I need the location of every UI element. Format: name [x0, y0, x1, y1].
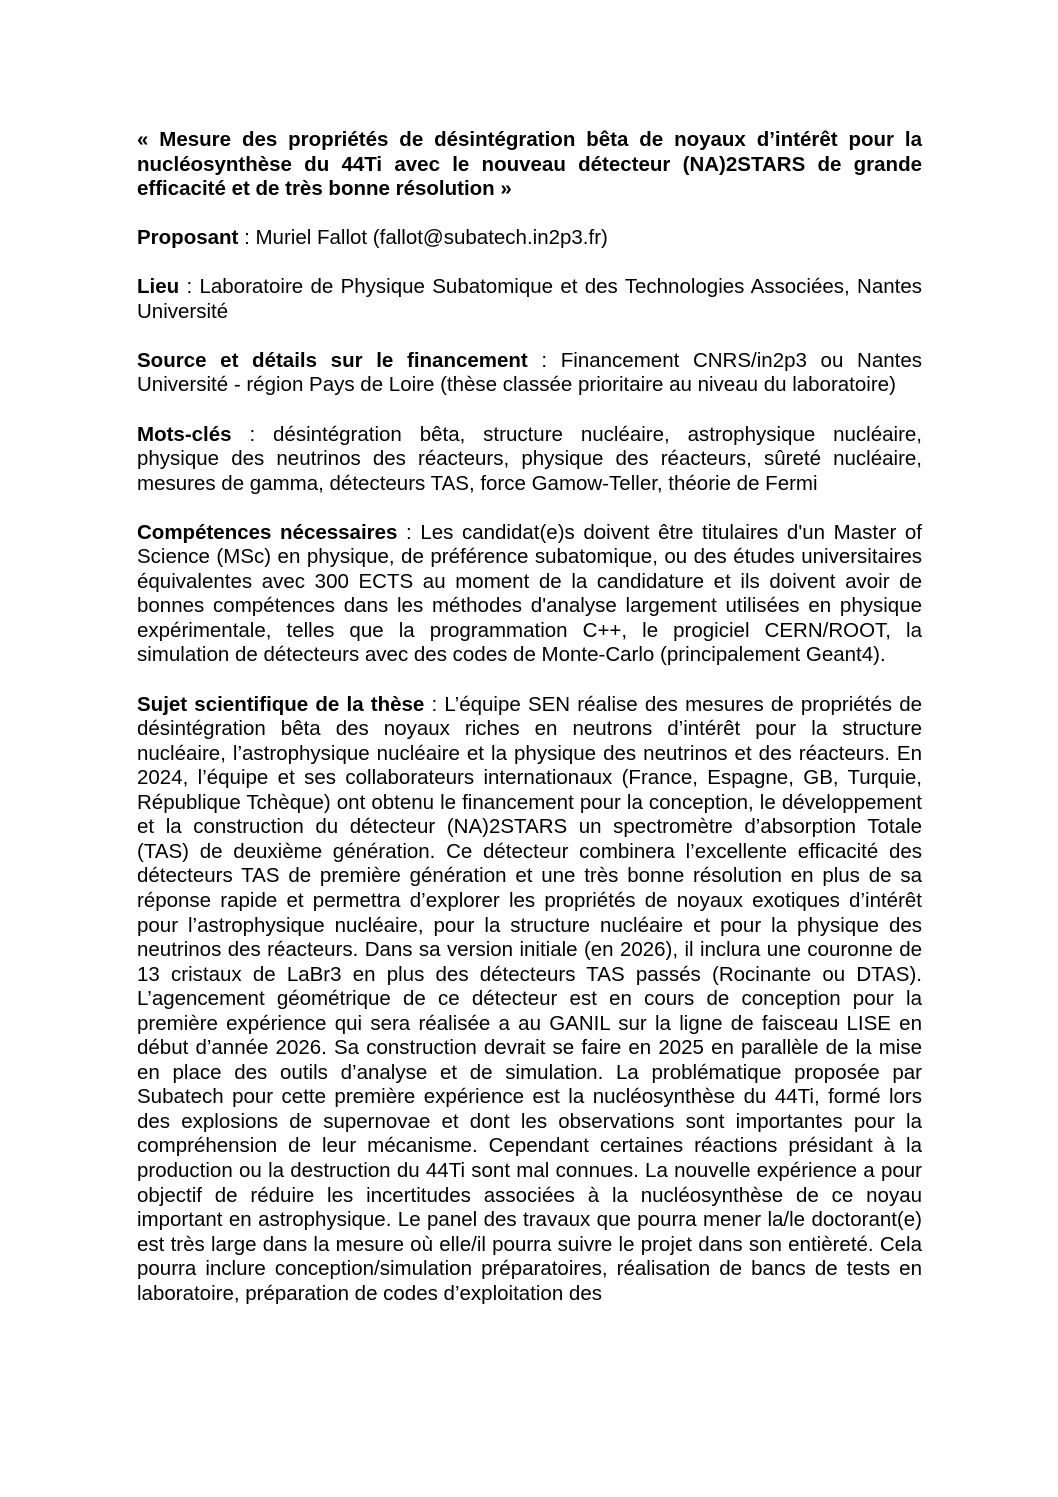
section-sujet-scientifique [137, 693, 922, 1307]
section-separator: : [238, 226, 256, 250]
section-lieu-text: Laboratoire de Physique Subatomique et des Technologies Associées, Nantes Université [137, 275, 922, 323]
section-lieu-label: Lieu [137, 275, 180, 299]
section-financement-text: Financement CNRS/in2p3 ou Nantes Université - région Pays de Loire (thèse classée prioritaire au niveau du laboratoire) [137, 348, 922, 397]
page-title: « Mesure des propriétés de désintégration bêta de noyaux d’intérêt pour la nucléosynthèse du 44Ti avec le nouveau détecteur (NA)2STARS de grande efficacité et de très bonne résolution » [137, 128, 922, 201]
section-proposant-label: Proposant [137, 226, 239, 250]
section-lieu [137, 275, 922, 324]
section-competences [137, 521, 922, 668]
section-proposant-text: Muriel Fallot (fallot@subatech.in2p3.fr) [255, 226, 608, 250]
section-mots-cles [137, 423, 922, 497]
section-financement [137, 349, 922, 398]
section-sujet-text: L’équipe SEN réalise des mesures de propriétés de désintégration bêta des noyaux riches en neutrons d’intérêt pour la structure nucléaire, l’astrophysique nucléaire et la physique des neutrinos et des réacteurs. En 2024, l’équipe et ses collaborateurs internationaux (France, Espagne, GB, Turquie, République Tchèque) ont obtenu le financement pour la conception, le développement et la construction du détecteur (NA)2STARS un spectromètre d’absorption Totale (TAS) de deuxième génération. Ce détecteur combinera l’excellente efficacité des détecteurs TAS de première génération et une très bonne résolution en plus de sa réponse rapide et permettra d’explorer les propriétés de noyaux exotiques d’intérêt pour l’astrophysique nucléaire, pour la structure nucléaire et pour la physique des neutrinos des réacteurs. Dans sa version initiale (en 2026), il inclura une couronne de 13 cristaux de LaBr3 en plus des détecteurs TAS passés (Rocinante ou DTAS). L’agencement géométrique de ce détecteur est en cours de conception pour la première expérience qui sera réalisée a au GANIL sur la ligne de faisceau LISE en début d’année 2026. Sa construction devrait se faire en 2025 en parallèle de la mise en place des outils d’analyse et de simulation. La problématique proposée par Subatech pour cette première expérience est la nucléosynthèse du 44Ti, formé lors des explosions de supernovae et dont les observations sont importantes pour la compréhension de leur mécanisme. Cependant certaines réactions présidant à la production ou la destruction du 44Ti sont mal connues. La nouvelle expérience a pour objectif de réduire les incertitudes associées à la nucléosynthèse de ce noyau important en astrophysique. Le panel des travaux que pourra mener la/le doctorant(e) est très large dans la mesure où elle/il pourra suivre le projet dans son entièreté. Cela pourra inclure conception/simulation préparatoires, réalisation de bancs de tests en laboratoire, préparation de codes d’exploitation des [137, 692, 922, 1305]
section-mots-cles-text: désintégration bêta, structure nucléaire, astrophysique nucléaire, physique des neutrinos des réacteurs, physique des réacteurs, sûreté nucléaire, mesures de gamma, détecteurs TAS, force Gamow-Teller, théorie de Fermi [137, 422, 922, 495]
section-separator: : [397, 520, 421, 544]
section-separator: : [424, 692, 445, 716]
section-financement-label: Source et détails sur le financement [137, 348, 528, 372]
section-proposant [137, 226, 922, 251]
section-separator: : [527, 348, 561, 372]
section-mots-cles-label: Mots-clés [137, 422, 232, 446]
section-competences-text: Les candidat(e)s doivent être titulaires d'un Master of Science (MSc) en physique, de préférence subatomique, ou des études universitaires équivalentes avec 300 ECTS au moment de la candidature et ils doivent avoir de bonnes compétences dans les méthodes d'analyse largement utilisées en physique expérimentale, telles que la programmation C++, le progiciel CERN/ROOT, la simulation de détecteurs avec des codes de Monte-Carlo (principalement Geant4). [137, 520, 922, 667]
section-separator: : [231, 422, 274, 446]
section-competences-label: Compétences nécessaires [137, 520, 398, 544]
section-sujet-label: Sujet scientifique de la thèse [137, 692, 425, 716]
section-separator: : [179, 275, 200, 299]
